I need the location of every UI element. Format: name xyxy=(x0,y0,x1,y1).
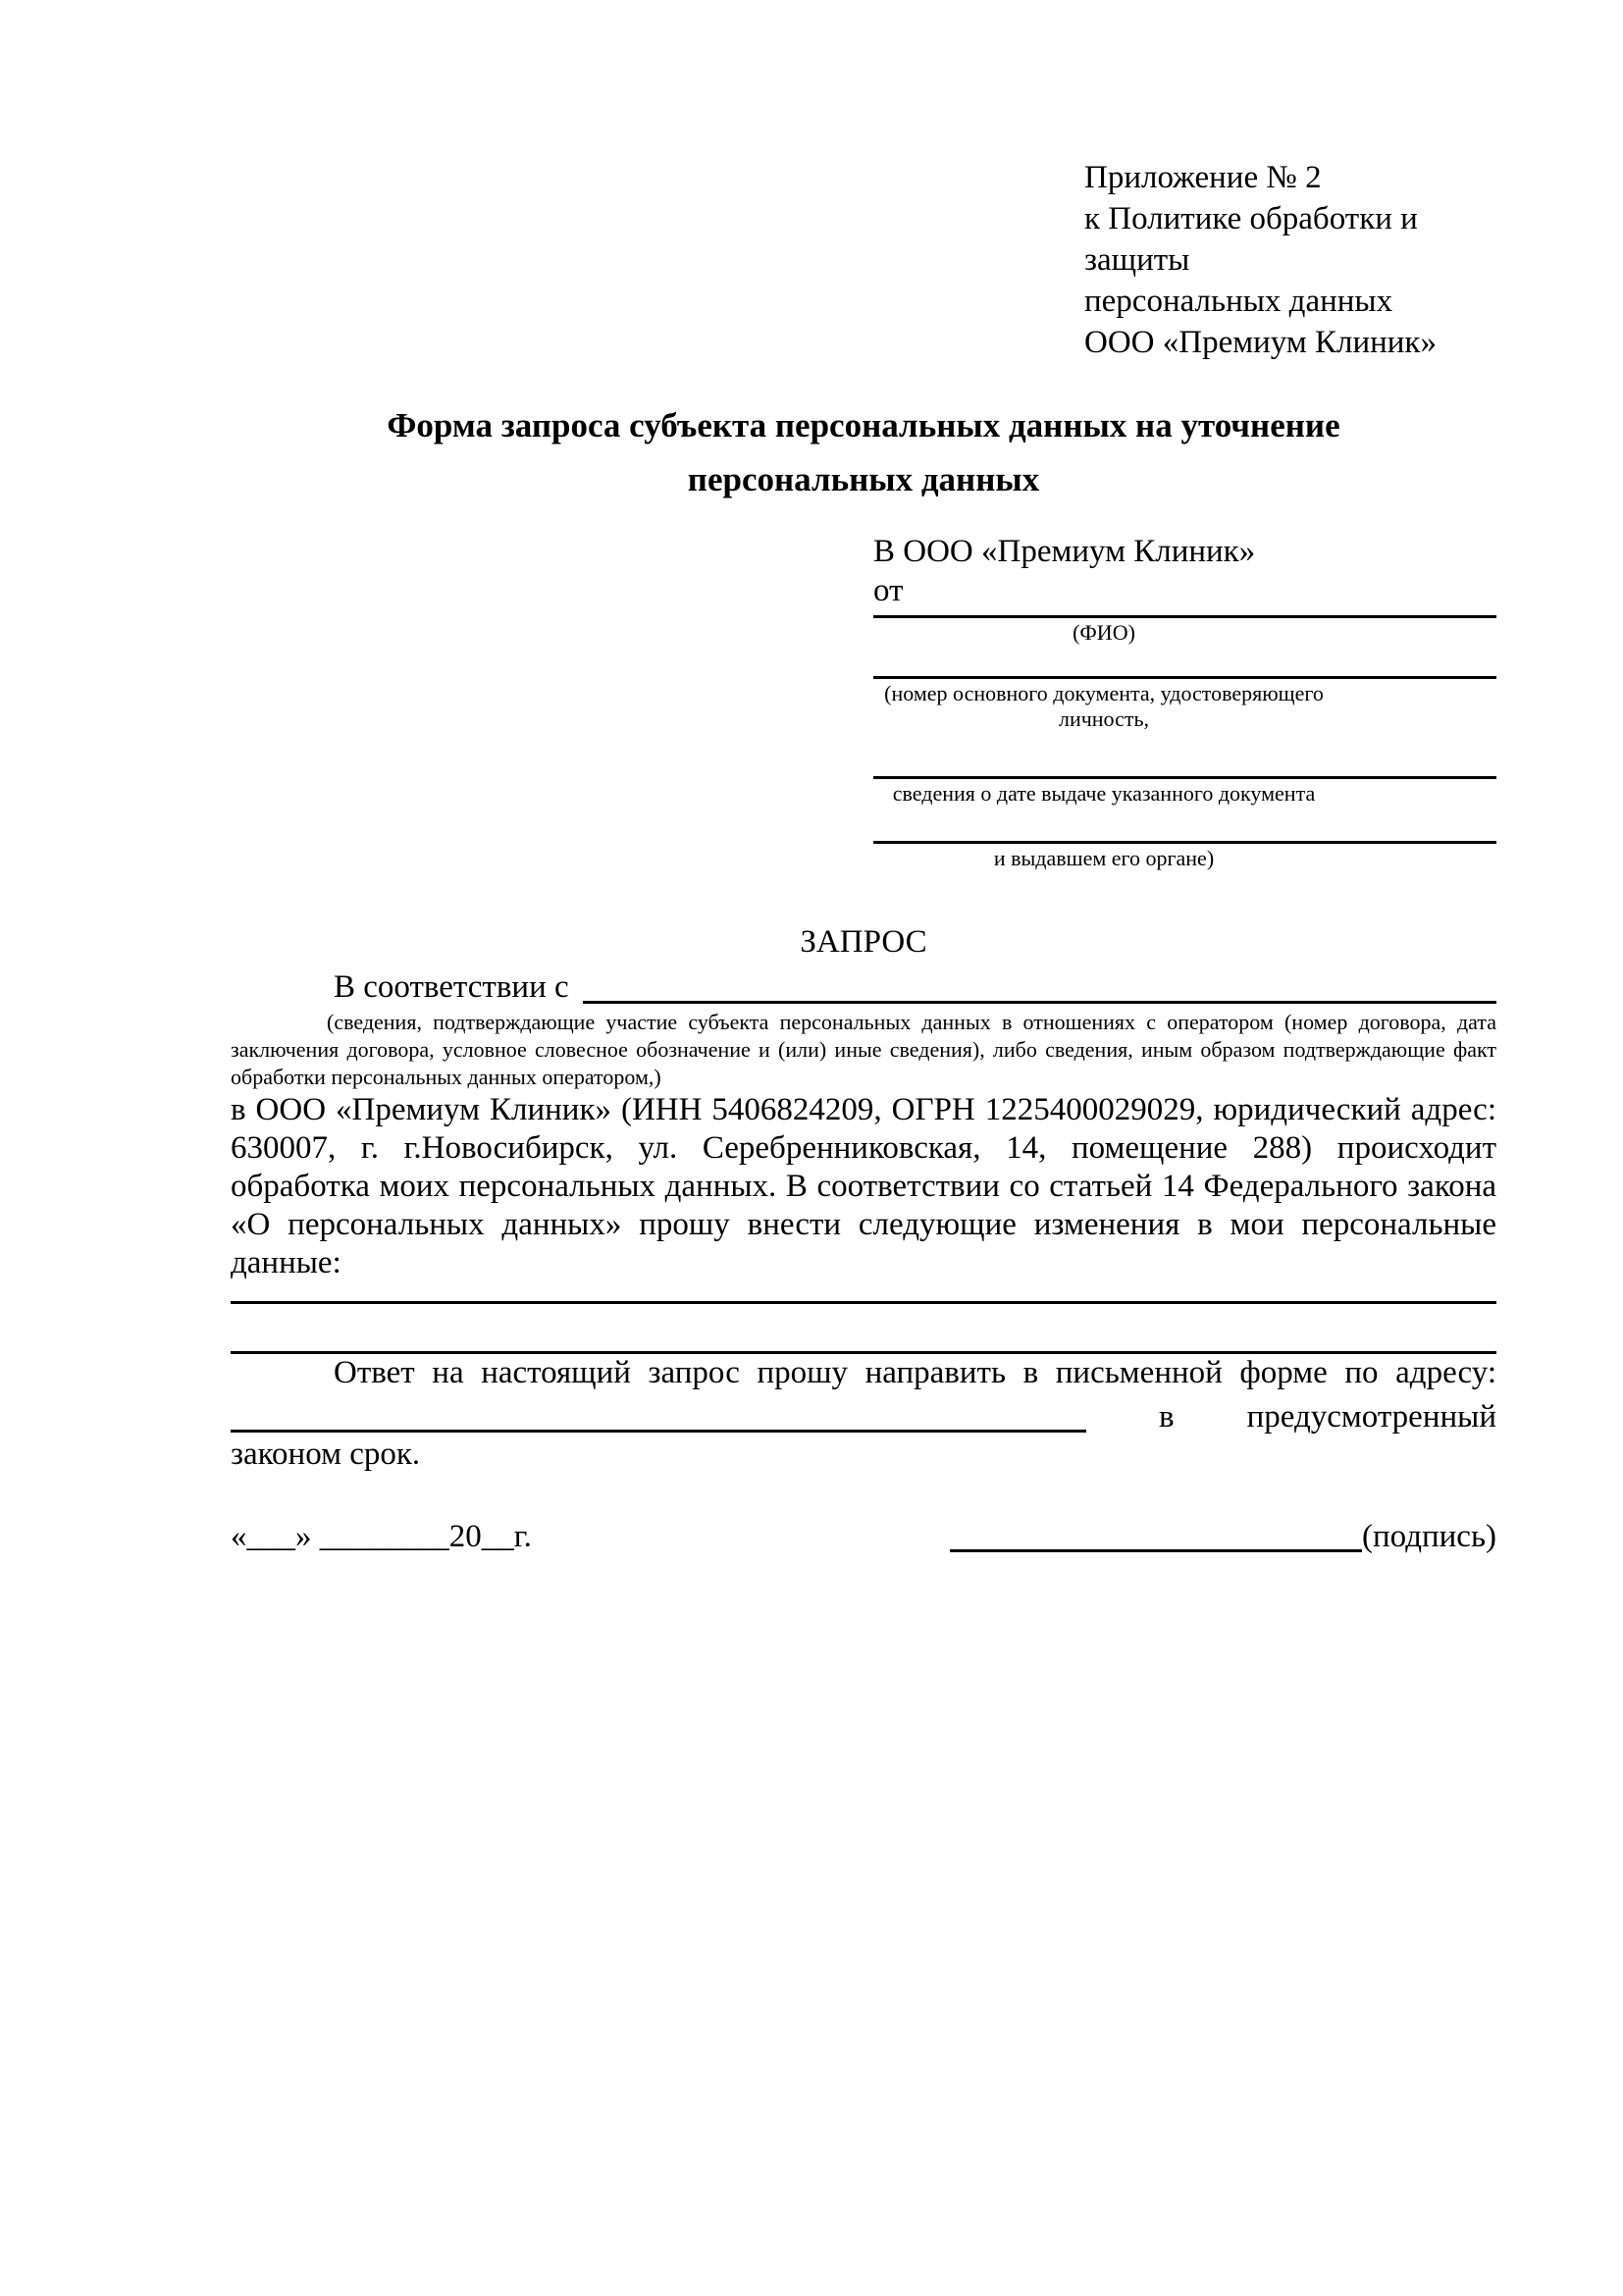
changes-blank-line-1 xyxy=(231,1282,1496,1304)
appendix-block xyxy=(1084,157,1496,363)
appendix-line: персональных данных xyxy=(1084,284,1393,319)
date-blank-line: «___» ________20__г. xyxy=(231,1519,532,1554)
id-document-authority-field xyxy=(873,807,1496,871)
addressee-block xyxy=(873,532,1496,871)
id-document-number-field xyxy=(873,646,1496,732)
appendix-line: к Политике обработки и защиты xyxy=(1084,201,1418,278)
id-document-authority-caption: и выдавшем его органе) xyxy=(993,846,1215,870)
fio-field-caption: (ФИО) xyxy=(1073,620,1135,645)
footer xyxy=(231,1517,1496,1556)
page-title-line: персональных данных xyxy=(687,460,1040,498)
id-document-number-field-line xyxy=(873,646,1496,679)
appendix-line: Приложение № 2 xyxy=(1084,160,1322,195)
fio-field-line xyxy=(873,610,1496,618)
signature-field xyxy=(950,1517,1496,1556)
id-document-issue-date-field-line xyxy=(873,732,1496,779)
reply-word-in: в xyxy=(1159,1399,1175,1435)
appendix-line: ООО «Премиум Клиник» xyxy=(1084,325,1437,360)
document-content xyxy=(231,157,1496,1556)
reply-request-line: Ответ на настоящий запрос прошу направить в письменной форме по адресу: xyxy=(334,1355,1496,1390)
id-document-issue-date-caption: сведения о дате выдаче указанного документа xyxy=(892,781,1316,806)
page-title-line: Форма запроса субъекта персональных данных на уточнение xyxy=(387,406,1340,444)
id-document-authority-field-line xyxy=(873,807,1496,844)
request-heading: ЗАПРОС xyxy=(800,924,927,960)
changes-blank-line-2 xyxy=(231,1304,1496,1354)
basis-blank-line xyxy=(583,974,1496,1004)
id-document-issue-date-field xyxy=(873,732,1496,807)
request-body-paragraph: в ООО «Премиум Клиник» (ИНН 5406824209, ОГРН 1225400029029, юридический адрес: 630007, г. г.Новосибирск, ул. Серебренниковская, 14, помещение 288) происходит обработка моих персональных данных. В соответствии со статьей 14 Федерального закона «О персональных данных» прошу внести следующие изменения в мои персональные данные: xyxy=(231,1092,1496,1280)
request-opening-text: В соответствии с xyxy=(334,969,569,1005)
basis-note: (сведения, подтверждающие участие субъекта персональных данных в отношениях с оператором (номер договора, дата заключения договора, условное словесное обозначение и (или) иные сведения), либо сведения, иным образом подтверждающие факт обработки персональных данных оператором,) xyxy=(231,1010,1496,1089)
reply-word-stipulated: предусмотренный xyxy=(1246,1399,1496,1435)
reply-address-line xyxy=(231,1392,1496,1435)
addressee-organization: В ООО «Премиум Клиник» xyxy=(873,534,1256,569)
addressee-from-label: от xyxy=(873,573,904,608)
signature-blank-line xyxy=(950,1549,1362,1552)
reply-address-blank-line xyxy=(231,1430,1086,1433)
page-title xyxy=(231,398,1496,506)
signature-caption: (подпись) xyxy=(1362,1519,1496,1554)
request-opening-line xyxy=(231,967,1496,1007)
fio-field xyxy=(873,610,1496,646)
id-document-number-caption: (номер основного документа, удостоверяющего личность, xyxy=(884,681,1324,731)
reply-term-line: законом срок. xyxy=(231,1436,421,1472)
